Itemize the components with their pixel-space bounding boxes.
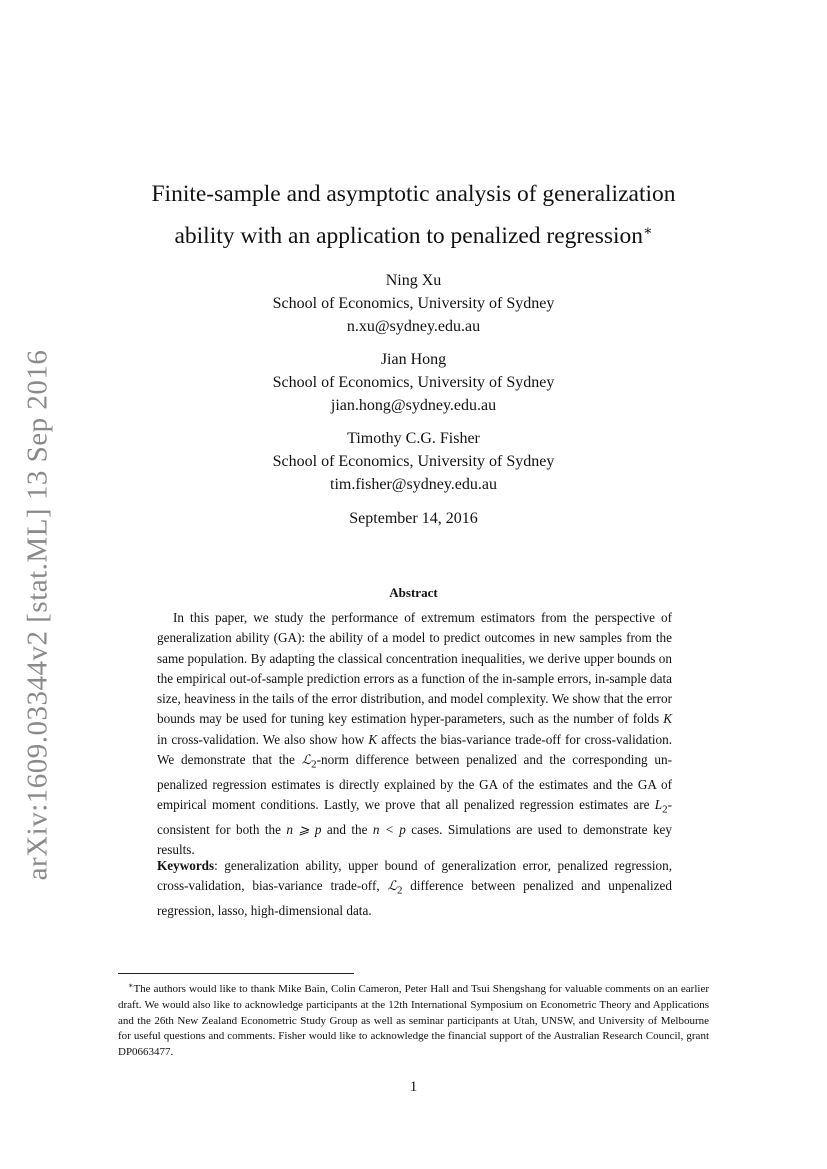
keywords-text: : generalization ability, upper bound of generalization error, penalized regression, cross-validation, bias-variance trade-off,	[157, 858, 672, 894]
abstract-paragraph	[157, 608, 672, 860]
math-subscript: 2	[311, 758, 317, 771]
abstract-text-part: -consistent for both the	[157, 796, 672, 837]
math-K: K	[663, 711, 672, 727]
author-affiliation: School of Economics, University of Sydney	[272, 453, 555, 470]
title-line-2	[120, 213, 707, 255]
math-L: L	[654, 796, 663, 812]
publication-date: September 14, 2016	[349, 510, 478, 527]
keywords-label: Keywords	[157, 858, 215, 873]
math-subscript: 2	[396, 884, 403, 897]
footnote-marker: ∗	[128, 981, 134, 990]
author-affiliation: School of Economics, University of Sydney	[272, 374, 555, 391]
author-block-1	[120, 269, 707, 338]
footnote-text: The authors would like to thank Mike Bain, Colin Cameron, Peter Hall and Tsui Shengshang for valuable comments on an earlier draft. We would also like to acknowledge participants at the 12th International Symposium on Econometric Theory and Applications and the 26th New Zealand Econometric Study Group as well as seminar participants at Utah, UNSW, and University of Melbourne for useful questions and comments. Fisher would like to acknowledge the financial support of the Australian Research Council, grant DP0663477.	[118, 983, 709, 1059]
title-line-2-text: ability with an application to penalized regression	[174, 223, 644, 249]
footnote-divider	[118, 973, 354, 974]
arxiv-identifier-stamp: arXiv:1609.03344v2 [stat.ML] 13 Sep 2016	[21, 349, 54, 881]
author-name: Timothy C.G. Fisher	[347, 430, 480, 447]
author-email: jian.hong@sydney.edu.au	[330, 397, 497, 414]
author-email: n.xu@sydney.edu.au	[346, 318, 481, 335]
page-number: 1	[409, 1079, 418, 1095]
abstract-text-part: in cross-validation. We also show how	[157, 731, 369, 747]
math-script-L: ℒ	[387, 878, 397, 894]
math-subscript: 2	[662, 803, 668, 816]
abstract-text-part: In this paper, we study the performance of extremum estimators from the perspective of generalization ability (GA): the ability of a model to predict outcomes in new samples from the same population. By adapting the classical concentration inequalities, we derive upper bounds on the empirical out-of-sample prediction errors as a function of the in-sample errors, in-sample data size, heaviness in the tails of the error distribution, and model complexity. We show that the error bounds may be used for tuning key estimation hyper-parameters, such as the number of folds	[157, 610, 672, 727]
abstract-heading: Abstract	[389, 585, 438, 600]
abstract-text-part: cases. Simulations are used to demonstrate key results.	[157, 821, 672, 858]
title-line-1: Finite-sample and asymptotic analysis of generalization	[151, 181, 676, 207]
footnote-paragraph	[118, 978, 709, 1061]
author-affiliation: School of Economics, University of Sydney	[272, 295, 555, 312]
author-block-3	[120, 427, 707, 496]
abstract-body	[157, 608, 672, 860]
keywords-text: difference between penalized and unpenalized regression, lasso, high-dimensional data.	[157, 878, 672, 919]
author-block-2	[120, 348, 707, 417]
abstract-text-part: and the	[321, 821, 373, 837]
abstract-text-part: affects the bias-variance trade-off for cross-validation. We demonstrate that the	[157, 731, 673, 767]
math-condition: n ⩾ p	[286, 821, 322, 837]
math-K: K	[368, 731, 378, 747]
footnote	[118, 978, 709, 1061]
math-condition: n < p	[372, 821, 406, 837]
title-footnote-marker: ∗	[643, 224, 653, 239]
abstract-text-part: -norm difference between penalized and the corresponding un-penalized regression estimates is directly explained by the GA of the estimates and the GA of empirical moment conditions. Lastly, we prove that all penalized regression estimates are	[157, 751, 672, 812]
author-email: tim.fisher@sydney.edu.au	[330, 476, 497, 493]
math-script-L: ℒ	[301, 751, 312, 767]
author-name: Ning Xu	[385, 272, 442, 289]
keywords	[157, 856, 672, 921]
paper-title	[120, 175, 707, 255]
author-name: Jian Hong	[380, 351, 447, 368]
